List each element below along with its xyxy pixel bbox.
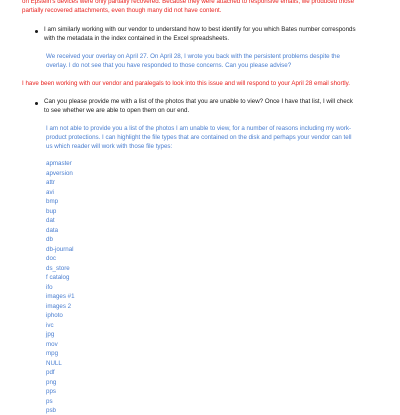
- file-type-item: db: [46, 236, 53, 243]
- red-paragraph-line-2: partially recovered attachments, even though many did not have content.: [22, 7, 222, 14]
- file-type-item: pps: [46, 388, 56, 395]
- file-type-item: db-journal: [46, 245, 74, 253]
- file-type-item: pdf: [46, 369, 55, 376]
- file-type-item: mov: [46, 340, 58, 348]
- bullet1-line-2: with the metadata in the index contained in the Excel spreadsheets.: [44, 35, 230, 42]
- reply1-line-1: We received your overlay on April 27. On April 28, I wrote you back with the persistent problems despite the: [46, 53, 340, 60]
- red-paragraph-line-1: on Epstein's devices were only partially recovered. Because they were attached to responsive emails, we produced those: [22, 0, 355, 5]
- file-type-item: mpg: [46, 350, 59, 357]
- bullet-marker: [35, 102, 38, 105]
- file-type-item: avi: [46, 188, 54, 196]
- file-type-item: dat: [46, 217, 55, 224]
- file-type-item: NULL: [46, 359, 62, 367]
- file-type-item: bup: [46, 207, 57, 215]
- reply2-line-2: product protections. I can highlight the file types that are contained on the disk and perhaps your vendor can tell: [46, 134, 352, 141]
- bullet2-line-1: Can you please provide me with a list of the photos that you are unable to view? Once I have that list, I will check: [44, 98, 353, 105]
- file-type-item: psb: [46, 407, 56, 414]
- file-type-item: doc: [46, 255, 56, 262]
- file-type-item: data: [46, 226, 59, 234]
- file-type-item: png: [46, 378, 57, 386]
- file-type-item: ivc: [46, 321, 54, 329]
- file-type-item: attr: [46, 179, 55, 186]
- reply2-line-3: us which reader will work with those file types:: [46, 143, 173, 150]
- reply1-line-2: overlay. I do not see that you have responded to those concerns. Can you please advise?: [46, 62, 292, 69]
- file-type-item: ds_store: [46, 264, 70, 272]
- file-type-item: images 2: [46, 302, 72, 310]
- file-type-item: f catalog: [46, 274, 70, 281]
- bullet1-line-1: I am similarly working with our vendor to understand how to best identify for you which Bates number corresponds: [44, 26, 356, 33]
- bullet2-line-2: to see whether we are able to open them on our end.: [44, 107, 190, 114]
- file-type-item: jpg: [46, 331, 55, 338]
- file-type-item: bmp: [46, 198, 59, 205]
- file-type-item: images #1: [46, 293, 75, 300]
- file-type-item: apmaster: [46, 160, 72, 167]
- file-type-item: ps: [46, 397, 53, 405]
- file-type-item: apversion: [46, 169, 73, 177]
- red-status-line: I have been working with our vendor and paralegals to look into this issue and will respond to your April 28 email shortly.: [22, 80, 351, 87]
- bullet-marker: [35, 30, 38, 33]
- file-type-item: iphoto: [46, 312, 63, 319]
- reply2-line-1: I am not able to provide you a list of the photos I am unable to view, for a number of reasons including my work-: [46, 125, 352, 132]
- file-type-item: ifo: [46, 283, 53, 291]
